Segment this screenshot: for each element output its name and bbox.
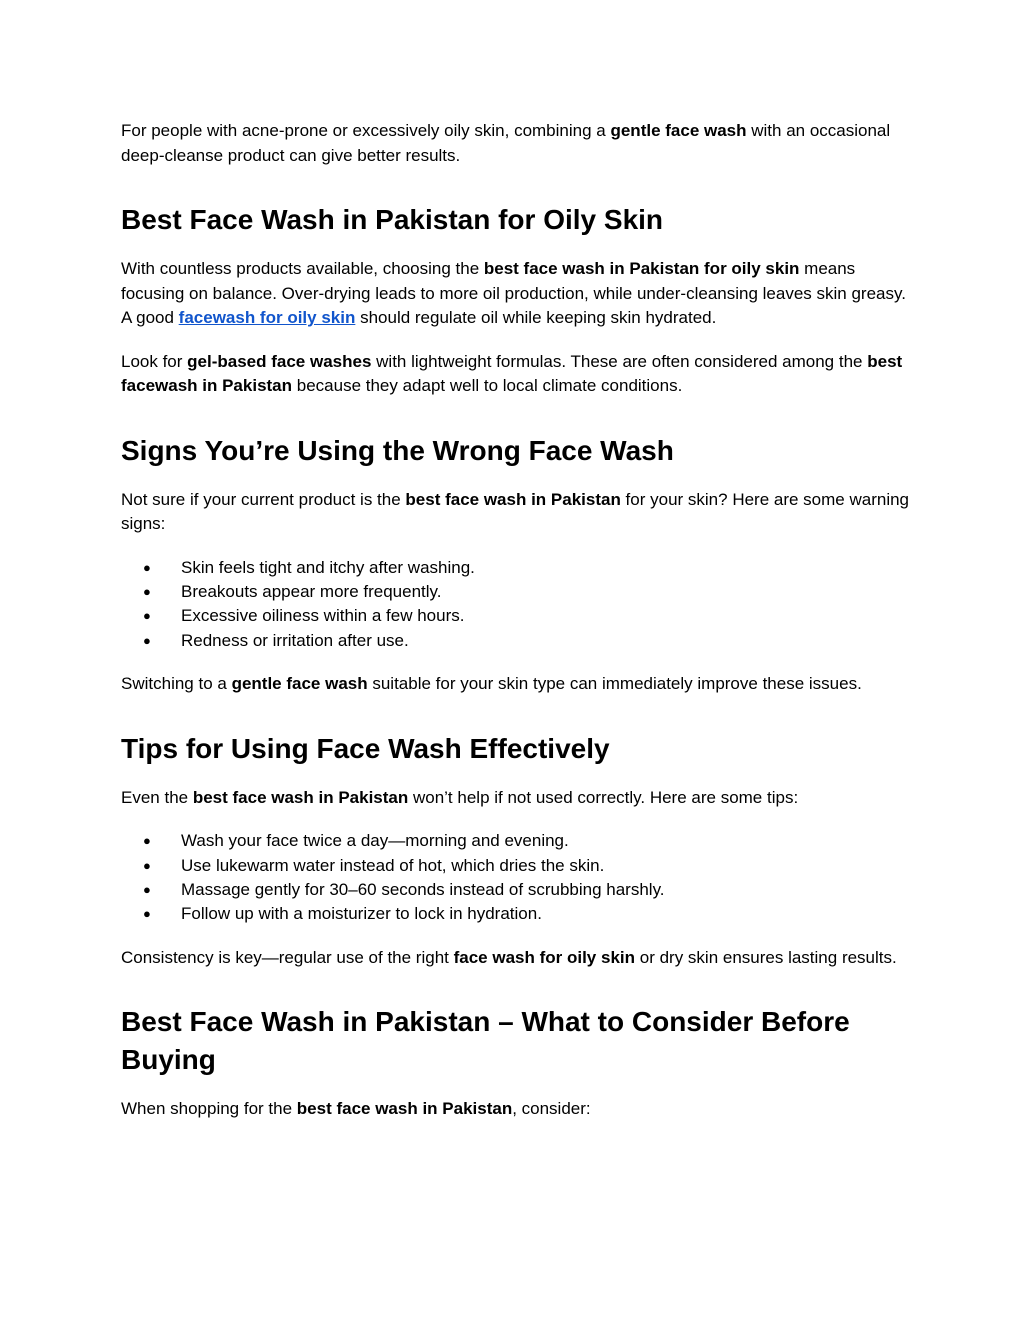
- bold-text: gentle face wash: [231, 674, 368, 694]
- bullet-icon: ●: [143, 608, 151, 624]
- section-heading-consider-before-buying: Best Face Wash in Pakistan – What to Consider Before Buying: [121, 1006, 850, 1076]
- text: means focusing on balance. Over-drying leads to more oil production, while under-cleansing leaves skin greasy. A good: [121, 259, 906, 327]
- list-item-text: Follow up with a moisturizer to lock in hydration.: [181, 904, 542, 924]
- list-item: [121, 604, 911, 628]
- bold-text: best face wash in Pakistan for oily skin: [483, 259, 800, 278]
- facewash-oily-skin-link[interactable]: facewash for oily skin: [178, 308, 356, 327]
- intro-bold: gentle face wash: [610, 121, 747, 140]
- bullet-icon: ●: [143, 857, 151, 873]
- text: , consider:: [512, 1099, 591, 1119]
- list-item: [121, 580, 911, 604]
- section-heading-oily-skin: Best Face Wash in Pakistan for Oily Skin: [121, 204, 664, 235]
- document-page: [121, 119, 911, 1122]
- section1-paragraph-2: [121, 350, 911, 399]
- section2-paragraph-2: [121, 672, 911, 697]
- intro-paragraph: [121, 119, 911, 168]
- list-item: [121, 878, 911, 902]
- bold-text: best facewash in Pakistan: [121, 351, 903, 395]
- bullet-icon: ●: [143, 881, 151, 897]
- section3-paragraph-2: [121, 946, 911, 971]
- bold-text: best face wash in Pakistan: [405, 489, 621, 509]
- bullet-icon: ●: [143, 559, 151, 575]
- list-item-text: Excessive oiliness within a few hours.: [181, 606, 465, 626]
- text: because they adapt well to local climate conditions.: [292, 376, 683, 395]
- list-item-text: Redness or irritation after use.: [181, 630, 409, 650]
- text: Even the: [121, 787, 193, 807]
- bold-text: best face wash in Pakistan: [296, 1099, 513, 1119]
- text: should regulate oil while keeping skin hydrated.: [355, 308, 717, 327]
- list-item-text: Skin feels tight and itchy after washing.: [181, 557, 475, 577]
- list-item: [121, 556, 911, 580]
- text: suitable for your skin type can immediately improve these issues.: [367, 674, 862, 694]
- bullet-icon: ●: [143, 632, 151, 648]
- section4-paragraph-1: [121, 1097, 911, 1122]
- text: or dry skin ensures lasting results.: [635, 947, 897, 967]
- text: won’t help if not used correctly. Here are some tips:: [408, 787, 799, 807]
- bold-text: best face wash in Pakistan: [192, 787, 409, 807]
- bold-text: gel-based face washes: [187, 351, 372, 371]
- warning-signs-list: [121, 556, 911, 654]
- bullet-icon: ●: [143, 583, 151, 599]
- text: Not sure if your current product is the: [121, 489, 406, 509]
- section3-paragraph-1: [121, 786, 911, 811]
- list-item: [121, 629, 911, 653]
- intro-text: with an occasional deep-cleanse product can give better results.: [121, 121, 891, 165]
- list-item-text: Wash your face twice a day—morning and evening.: [181, 831, 569, 851]
- list-item: [121, 854, 911, 878]
- text: for your skin? Here are some warning signs:: [121, 489, 910, 533]
- list-item: [121, 829, 911, 853]
- section-heading-tips: Tips for Using Face Wash Effectively: [121, 732, 610, 764]
- bullet-icon: ●: [143, 833, 151, 849]
- text: Look for: [121, 351, 188, 371]
- intro-text: For people with acne-prone or excessively oily skin, combining a: [121, 121, 611, 140]
- text: Switching to a: [121, 674, 232, 694]
- bullet-icon: ●: [143, 906, 151, 922]
- list-item-text: Massage gently for 30–60 seconds instead of scrubbing harshly.: [181, 879, 665, 899]
- text: With countless products available, choosing the: [121, 259, 484, 278]
- list-item: [121, 902, 911, 926]
- list-item-text: Breakouts appear more frequently.: [181, 581, 442, 601]
- list-item-text: Use lukewarm water instead of hot, which dries the skin.: [181, 855, 605, 875]
- section1-paragraph-1: [121, 257, 911, 331]
- text: Consistency is key—regular use of the right: [121, 947, 454, 967]
- bold-text: face wash for oily skin: [453, 947, 636, 967]
- section-heading-wrong-face-wash: Signs You’re Using the Wrong Face Wash: [121, 434, 674, 466]
- text: with lightweight formulas. These are often considered among the: [371, 351, 868, 371]
- text: When shopping for the: [121, 1099, 297, 1119]
- tips-list: [121, 829, 911, 927]
- section2-paragraph-1: [121, 488, 911, 537]
